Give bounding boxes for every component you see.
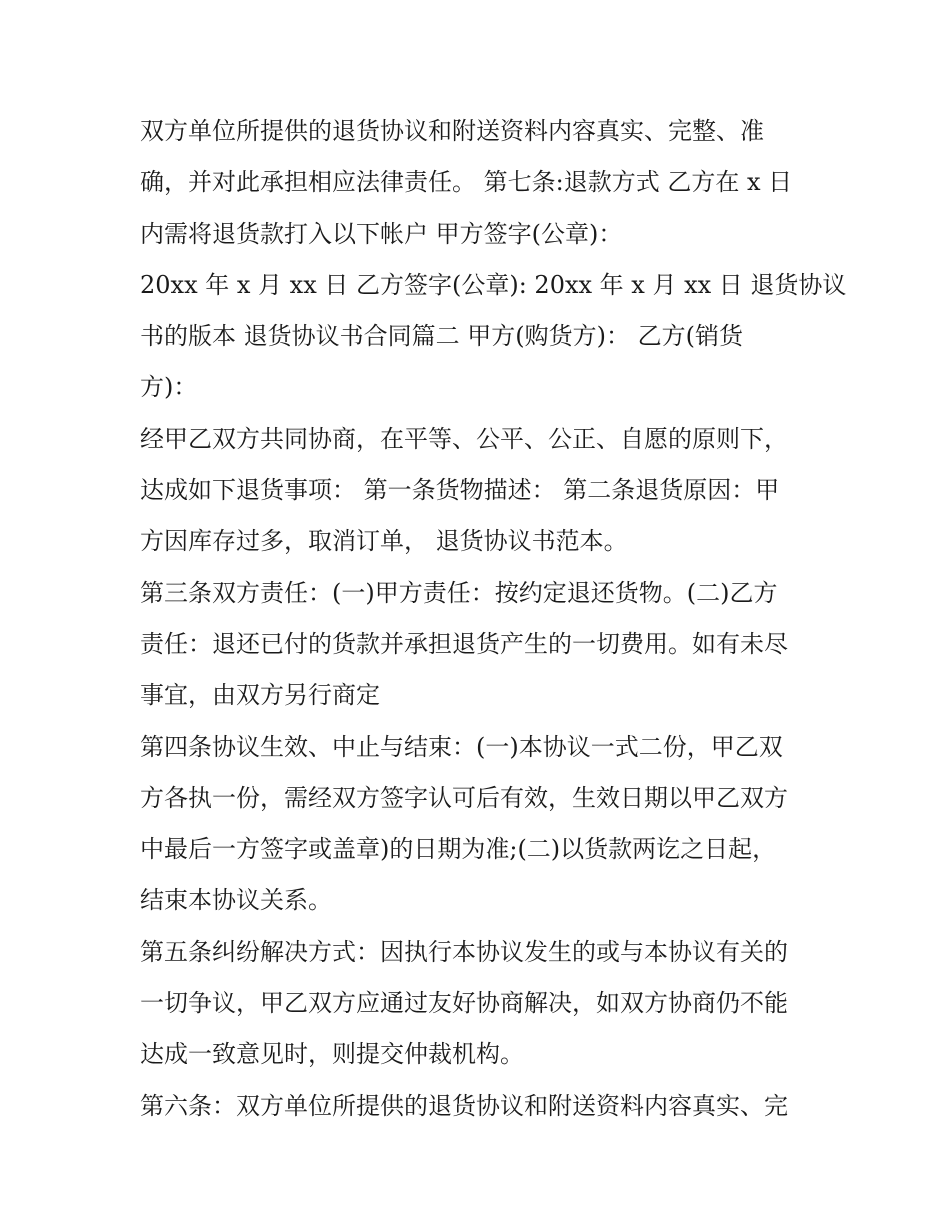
text-line: 结束本协议关系。 (140, 886, 332, 915)
text-line: 方因库存过多，取消订单， 退货协议书范本。 (140, 527, 628, 556)
text-line: 第五条纠纷解决方式：因执行本协议发生的或与本协议有关的 (140, 937, 788, 966)
text-line: 第四条协议生效、中止与结束：(一)本协议一式二份，甲乙双 (140, 732, 783, 761)
text-line: 经甲乙双方共同协商，在平等、公平、公正、自愿的原则下， (140, 424, 788, 453)
document-body (140, 106, 847, 1132)
text-line: 一切争议，甲乙双方应通过友好协商解决，如双方协商仍不能 (140, 989, 788, 1018)
text-line: 确，并对此承担相应法律责任。 第七条:退款方式 乙方在 x 日 (140, 168, 793, 197)
text-line: 方)： (140, 373, 198, 402)
text-line: 方各执一份，需经双方签字认可后有效，生效日期以甲乙双方 (140, 783, 788, 812)
text-line: 20xx 年 x 月 xx 日 乙方签字(公章): 20xx 年 x 月 xx 日 退货协议 (140, 270, 847, 299)
text-line: 双方单位所提供的退货协议和附送资料内容真实、完整、准 (140, 117, 764, 145)
text-line: 中最后一方签字或盖章)的日期为准;(二)以货款两讫之日起， (140, 835, 777, 864)
text-line: 达成一致意见时，则提交仲裁机构。 (140, 1040, 524, 1069)
text-line: 第六条：双方单位所提供的退货协议和附送资料内容真实、完 (140, 1091, 788, 1120)
text-line: 责任：退还已付的货款并承担退货产生的一切费用。如有未尽 (140, 629, 788, 658)
text-line: 第三条双方责任：(一)甲方责任：按约定退还货物。(二)乙方 (140, 578, 778, 607)
text-line: 书的版本 退货协议书合同篇二 甲方(购货方)： 乙方(销货 (140, 322, 743, 351)
text-line: 达成如下退货事项： 第一条货物描述： 第二条退货原因：甲 (140, 476, 780, 505)
text-line: 内需将退货款打入以下帐户 甲方签字(公章)： (140, 219, 623, 248)
text-line: 事宜，由双方另行商定 (140, 681, 380, 710)
